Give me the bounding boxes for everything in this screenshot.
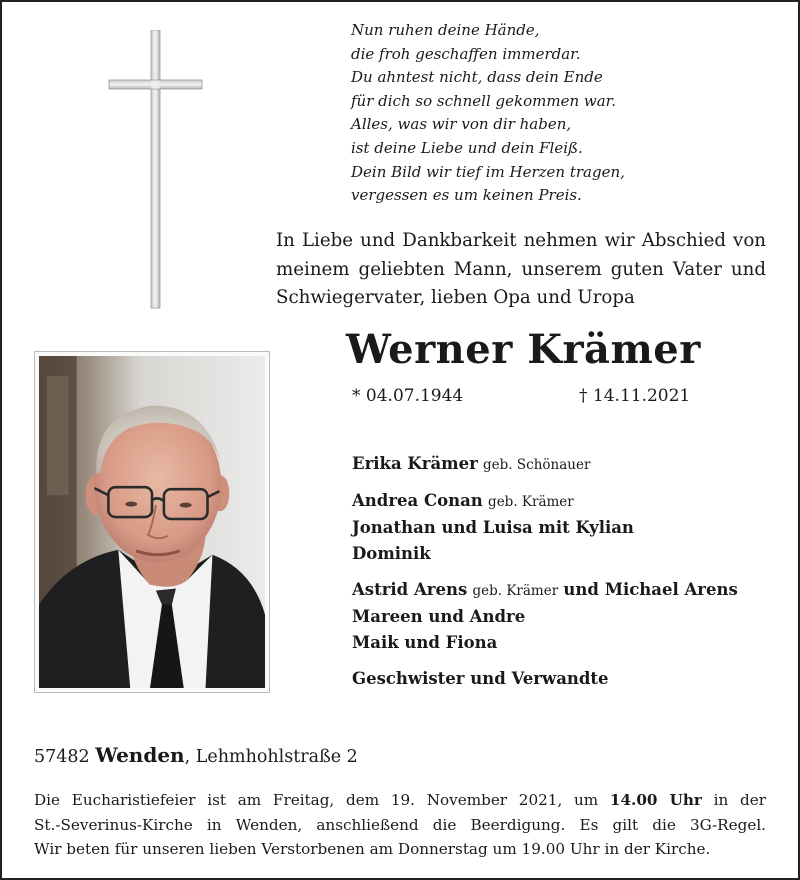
street: , Lehmhohlstraße 2 (184, 747, 358, 767)
death-date: † 14.11.2021 (579, 386, 691, 406)
mourner-group (352, 451, 738, 478)
mourner-name: Astrid Arens (352, 580, 468, 599)
poem (351, 19, 771, 208)
funeral-notice (34, 788, 766, 862)
mourner-group (352, 488, 738, 567)
service-time: 14.00 Uhr (609, 791, 702, 809)
portrait-image (39, 356, 265, 688)
notice-line (34, 788, 766, 813)
mourner-name: Geschwister und Verwandte (352, 669, 609, 688)
cross-icon (108, 30, 204, 310)
address (34, 743, 358, 767)
mourner-name: Mareen und Andre (352, 607, 526, 626)
farewell-line: In Liebe und Dankbarkeit nehmen wir Abschied von (276, 230, 766, 251)
farewell-line: Schwiegervater, lieben Opa und Uropa (276, 287, 635, 308)
notice-text: in der (701, 791, 766, 809)
poem-line: Nun ruhen deine Hände, (351, 21, 540, 39)
portrait-photo (34, 351, 270, 693)
poem-line: ist deine Liebe und dein Fleiß. (351, 138, 583, 157)
city: Wenden (95, 743, 185, 767)
poem-line: die froh geschaffen immerdar. (351, 44, 581, 63)
mourner-group (352, 577, 738, 656)
mourner-group (352, 666, 738, 692)
farewell-line: meinem geliebten Mann, unserem guten Vater und (276, 258, 766, 280)
maiden-name-note: geb. Krämer (488, 494, 574, 510)
maiden-name-note: geb. Schönauer (483, 457, 591, 473)
mourner-name: Andrea Conan (352, 491, 483, 510)
birth-date: * 04.07.1944 (352, 386, 464, 406)
poem-line: Alles, was wir von dir haben, (351, 115, 572, 134)
poem-line: für dich so schnell gekommen war. (351, 91, 616, 110)
poem-line: Du ahntest nicht, dass dein Ende (351, 68, 603, 87)
postal-code: 57482 (34, 747, 90, 767)
farewell-text (276, 227, 766, 313)
poem-line: vergessen es um keinen Preis. (351, 186, 582, 205)
mourner-name: Erika Krämer (352, 454, 478, 473)
mourners-list (352, 451, 738, 702)
deceased-name: Werner Krämer (346, 326, 701, 373)
notice-line: Wir beten für unseren lieben Verstorbenen am Donnerstag um 19.00 Uhr in der Kirche. (34, 840, 711, 858)
mourner-name: Dominik (352, 544, 431, 563)
mourner-name: und Michael Arens (563, 580, 738, 599)
poem-line: Dein Bild wir tief im Herzen tragen, (351, 162, 625, 181)
maiden-name-note: geb. Krämer (472, 583, 559, 599)
mourner-name: Maik und Fiona (352, 633, 498, 652)
notice-text: Die Eucharistiefeier ist am Freitag, dem 19. November 2021, um (34, 791, 610, 809)
mourner-name: Jonathan und Luisa mit Kylian (352, 518, 634, 537)
notice-line: St.-Severinus-Kirche in Wenden, anschließend die Beerdigung. Es gilt die 3G-Regel. (34, 815, 766, 834)
